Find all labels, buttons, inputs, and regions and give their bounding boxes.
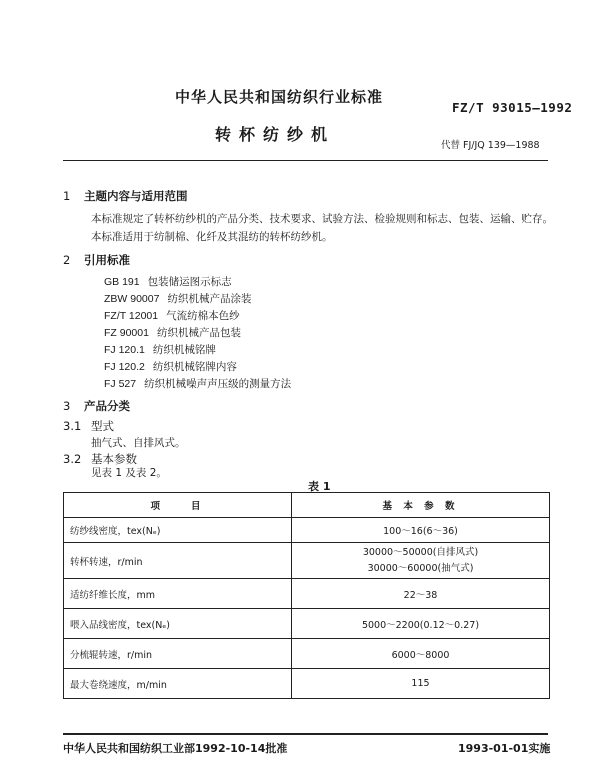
table-cell-item: 转杯转速，r/min xyxy=(64,543,292,579)
reference-title: 纺织机械产品涂装 xyxy=(167,293,252,305)
header-rule xyxy=(63,160,548,161)
reference-code: FZ/T 12001 xyxy=(104,310,159,322)
table-cell-value: 100～16(6～36) xyxy=(292,518,550,543)
approval-note: 中华人民共和国纺织工业部1992-10-14批准 xyxy=(63,742,288,755)
table-cell-item: 喂入品线密度，tex(Nₑ) xyxy=(64,609,292,639)
section-title: 主题内容与适用范围 xyxy=(84,189,188,203)
reference-code: FZ 90001 xyxy=(104,327,149,339)
reference-title: 气流纺棉本色纱 xyxy=(166,310,240,322)
reference-title: 纺织机械铭牌 xyxy=(152,344,216,356)
table-row xyxy=(64,518,550,543)
section-number: 3 xyxy=(63,399,71,413)
reference-code: ZBW 90007 xyxy=(104,293,160,305)
table-cell-value: 5000～2200(0.12～0.27) xyxy=(292,609,550,639)
reference-code: FJ 527 xyxy=(104,378,137,390)
table-cell-value: 22～38 xyxy=(292,579,550,609)
section-number: 1 xyxy=(63,189,71,203)
subsection-3-1-heading xyxy=(63,418,114,434)
table-cell-item: 分梳辊转速，r/min xyxy=(64,639,292,669)
column-header-value: 基 本 参 数 xyxy=(292,493,550,518)
section-1-paragraph-2: 本标准适用于纺制棉、化纤及其混纺的转杯纺纱机。 xyxy=(91,231,333,243)
table-row xyxy=(64,639,550,669)
table-cell-value: 115 xyxy=(292,669,550,699)
reference-title: 纺织机械产品包装 xyxy=(156,327,241,339)
section-title: 引用标准 xyxy=(84,253,130,267)
table-row xyxy=(64,609,550,639)
reference-title: 纺织机械噪声声压级的测量方法 xyxy=(144,378,292,390)
subsection-3-1-text: 抽气式、自排风式。 xyxy=(91,437,186,449)
implementation-date: 1993-01-01实施 xyxy=(458,742,551,755)
table-header-row xyxy=(64,493,550,518)
reference-code: FJ 120.2 xyxy=(104,361,145,373)
standard-number: FZ/T 93015—1992 xyxy=(452,100,573,115)
subsection-number: 3.1 xyxy=(63,419,82,433)
replaces-note: 代替 FJ/JQ 139—1988 xyxy=(441,140,540,151)
table-row xyxy=(64,579,550,609)
document-title: 转杯纺纱机 xyxy=(215,125,336,144)
subsection-title: 型式 xyxy=(91,419,114,433)
section-1-heading xyxy=(63,188,188,204)
section-1-paragraph-1: 本标准规定了转杯纺纱机的产品分类、技术要求、试验方法、检验规则和标志、包装、运输、贮存。 xyxy=(91,213,553,225)
table-cell-value-line: 30000～60000(抽气式) xyxy=(367,562,474,574)
subsection-3-2-text: 见表 1 及表 2。 xyxy=(91,467,167,479)
reference-title: 包装储运图示标志 xyxy=(147,276,232,288)
reference-item xyxy=(104,359,237,374)
table-cell-value: 6000～8000 xyxy=(292,639,550,669)
reference-title: 纺织机械铭牌内容 xyxy=(152,361,237,373)
parameters-table xyxy=(63,492,550,699)
reference-item xyxy=(104,342,216,357)
reference-code: GB 191 xyxy=(104,276,140,288)
footer-rule xyxy=(63,733,548,735)
reference-code: FJ 120.1 xyxy=(104,344,145,356)
table-cell-item: 纺纱线密度，tex(Nₑ) xyxy=(64,518,292,543)
column-header-item: 项 目 xyxy=(64,493,292,518)
section-number: 2 xyxy=(63,253,71,267)
table-cell-value-line: 30000～50000(自排风式) xyxy=(362,546,479,558)
table-row xyxy=(64,543,550,579)
reference-item xyxy=(104,325,241,340)
reference-item xyxy=(104,308,240,323)
section-3-heading xyxy=(63,398,130,414)
reference-item xyxy=(104,274,232,289)
table-row xyxy=(64,669,550,699)
table-cell-item: 适纺纤维长度，mm xyxy=(64,579,292,609)
section-title: 产品分类 xyxy=(84,399,130,413)
table-caption: 表 1 xyxy=(308,480,331,493)
table-cell-value xyxy=(292,543,550,579)
subsection-number: 3.2 xyxy=(63,452,82,466)
issuer-title: 中华人民共和国纺织行业标准 xyxy=(175,88,384,106)
reference-item xyxy=(104,291,251,306)
reference-item xyxy=(104,376,291,391)
section-2-heading xyxy=(63,252,130,268)
table-cell-item: 最大卷绕速度，m/min xyxy=(64,669,292,699)
subsection-title: 基本参数 xyxy=(91,452,137,466)
